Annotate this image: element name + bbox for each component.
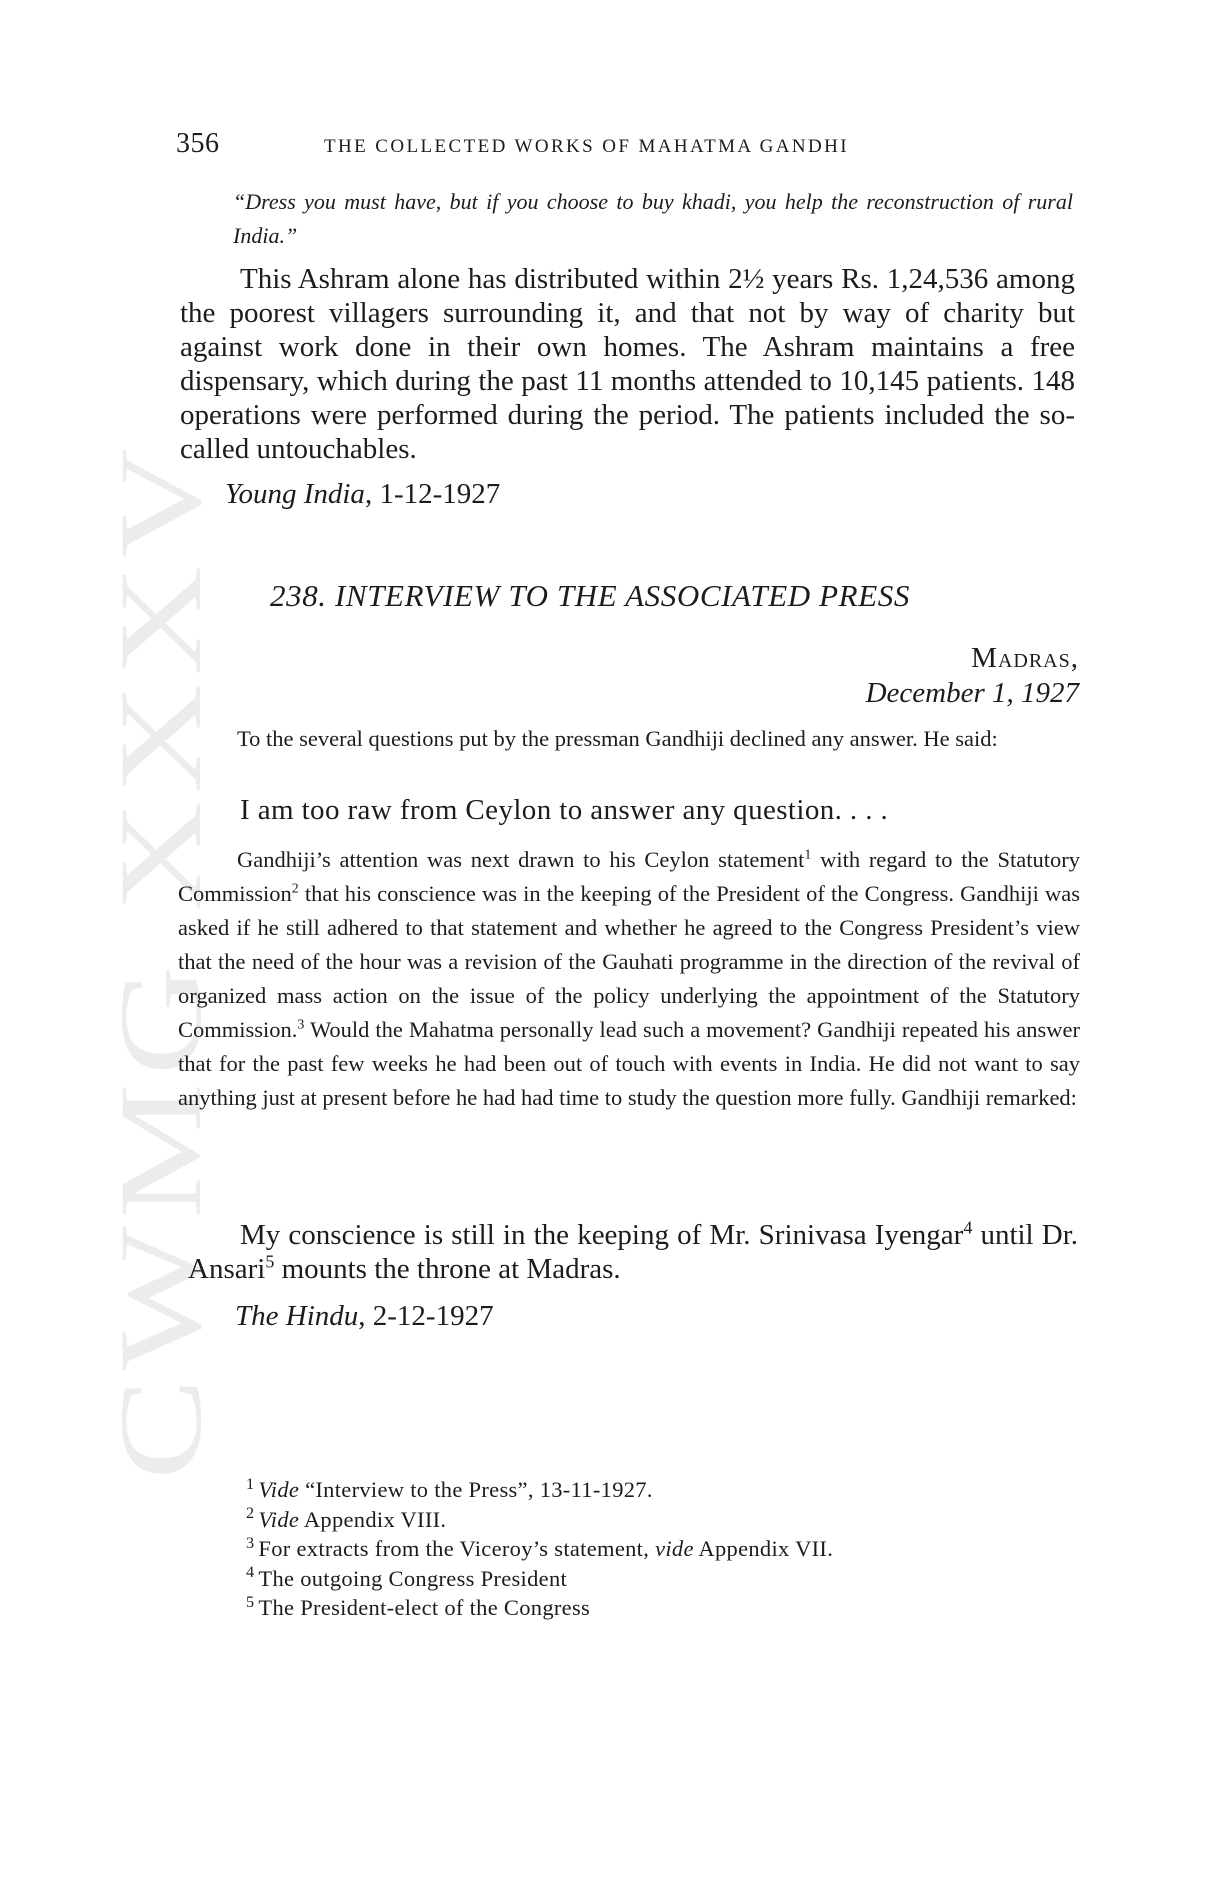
intro-paragraph-text: To the several questions put by the pressman Gandhiji declined any answer. He said: — [237, 726, 998, 751]
footnote-4 — [246, 1564, 833, 1594]
footnote-italic: Vide — [258, 1506, 300, 1532]
footnote-2 — [246, 1505, 833, 1535]
footnote-number: 5 — [246, 1592, 255, 1611]
source-citation-young-india — [225, 476, 500, 512]
speech-text-c: mounts the throne at Madras. — [274, 1253, 621, 1285]
footnote-text: Appendix VII. — [693, 1536, 834, 1561]
footnote-3 — [246, 1534, 833, 1564]
page-number: 356 — [176, 128, 220, 159]
ashram-paragraph-text: This Ashram alone has distributed within 2½ years Rs. 1,24,536 among the poorest villagers surrounding it, and that not by way of charity but against work done in their own homes. The Ashram maintains a free dispensary, which during the past 11 months attended to 10,145 patients. 148 operations were performed during the period. The patients included the so-called untouchables. — [180, 263, 1075, 465]
footnote-text: The outgoing Congress President — [258, 1565, 568, 1591]
dateline-place: Madras, — [971, 642, 1079, 674]
footnote-ref-4[interactable]: 4 — [963, 1217, 973, 1238]
section-heading: 238. INTERVIEW TO THE ASSOCIATED PRESS — [270, 578, 910, 613]
context-paragraph — [178, 843, 1080, 1115]
footnote-text: For extracts from the Viceroy’s statement, — [258, 1536, 656, 1561]
footnote-number: 2 — [246, 1504, 255, 1522]
footnote-ref-2[interactable]: 2 — [291, 881, 299, 897]
footnote-ref-1[interactable]: 1 — [804, 847, 812, 863]
context-text-d: Would the Mahatma personally lead such a movement? Gandhiji repeated his answer that for the past few weeks he had been out of touch with events in India. He did not want to say anything just at present before he had had time to study the question more fully. Gandhiji remarked: — [178, 1017, 1080, 1110]
footnote-text: “Interview to the Press”, 13-11-1927. — [299, 1477, 653, 1502]
footnote-number: 3 — [246, 1533, 255, 1552]
ashram-paragraph — [180, 262, 1075, 466]
footnote-ref-3[interactable]: 3 — [297, 1017, 305, 1033]
footnotes — [246, 1475, 833, 1623]
footnote-text: The President-elect of the Congress — [258, 1595, 591, 1620]
footnote-1 — [246, 1475, 833, 1505]
khadi-quote: “Dress you must have, but if you choose to buy khadi, you help the reconstruction of rural India.” — [233, 189, 1073, 248]
source-title: The Hindu — [235, 1300, 359, 1332]
source-date: , 1-12-1927 — [364, 478, 501, 510]
running-title: THE COLLECTED WORKS OF MAHATMA GANDHI — [324, 136, 849, 157]
context-text-b: with regard to the Statutory Commission — [178, 847, 1080, 906]
speech-text-b: until Dr. Ansari — [188, 1219, 1079, 1285]
dateline-date: December 1, 1927 — [865, 677, 1079, 709]
footnote-italic: Vide — [258, 1477, 300, 1502]
intro-paragraph — [178, 722, 1080, 756]
footnote-ref-5[interactable]: 5 — [265, 1251, 275, 1272]
footnote-5 — [246, 1593, 833, 1623]
source-date: , 2-12-1927 — [358, 1300, 494, 1332]
footnote-italic: vide — [655, 1536, 694, 1561]
speech-ceylon: I am too raw from Ceylon to answer any question. . . . — [240, 794, 889, 826]
context-text-c: that his conscience was in the keeping of the President of the Congress. Gandhiji was asked if he still adhered to that statement and whether he agreed to the Congress President’s view that the need of the hour was a revision of the Gauhati programme in the direction of the revival of organized mass action on the issue of the policy underlying the appointment of the Statutory Commission. — [178, 881, 1080, 1042]
page-header — [176, 128, 1079, 168]
speech-text-a: My conscience is still in the keeping of Mr. Srinivasa Iyengar — [240, 1219, 964, 1251]
speech-conscience — [188, 1218, 1078, 1286]
source-title: Young India — [225, 478, 365, 510]
footnote-number: 4 — [246, 1563, 255, 1581]
watermark-text: CWMG XXXV — [118, 675, 218, 1480]
footnote-text: Appendix VIII. — [299, 1506, 447, 1532]
footnote-number: 1 — [246, 1474, 255, 1493]
source-citation-hindu — [235, 1298, 494, 1334]
context-text-a: Gandhiji’s attention was next drawn to his Ceylon statement — [237, 847, 805, 872]
